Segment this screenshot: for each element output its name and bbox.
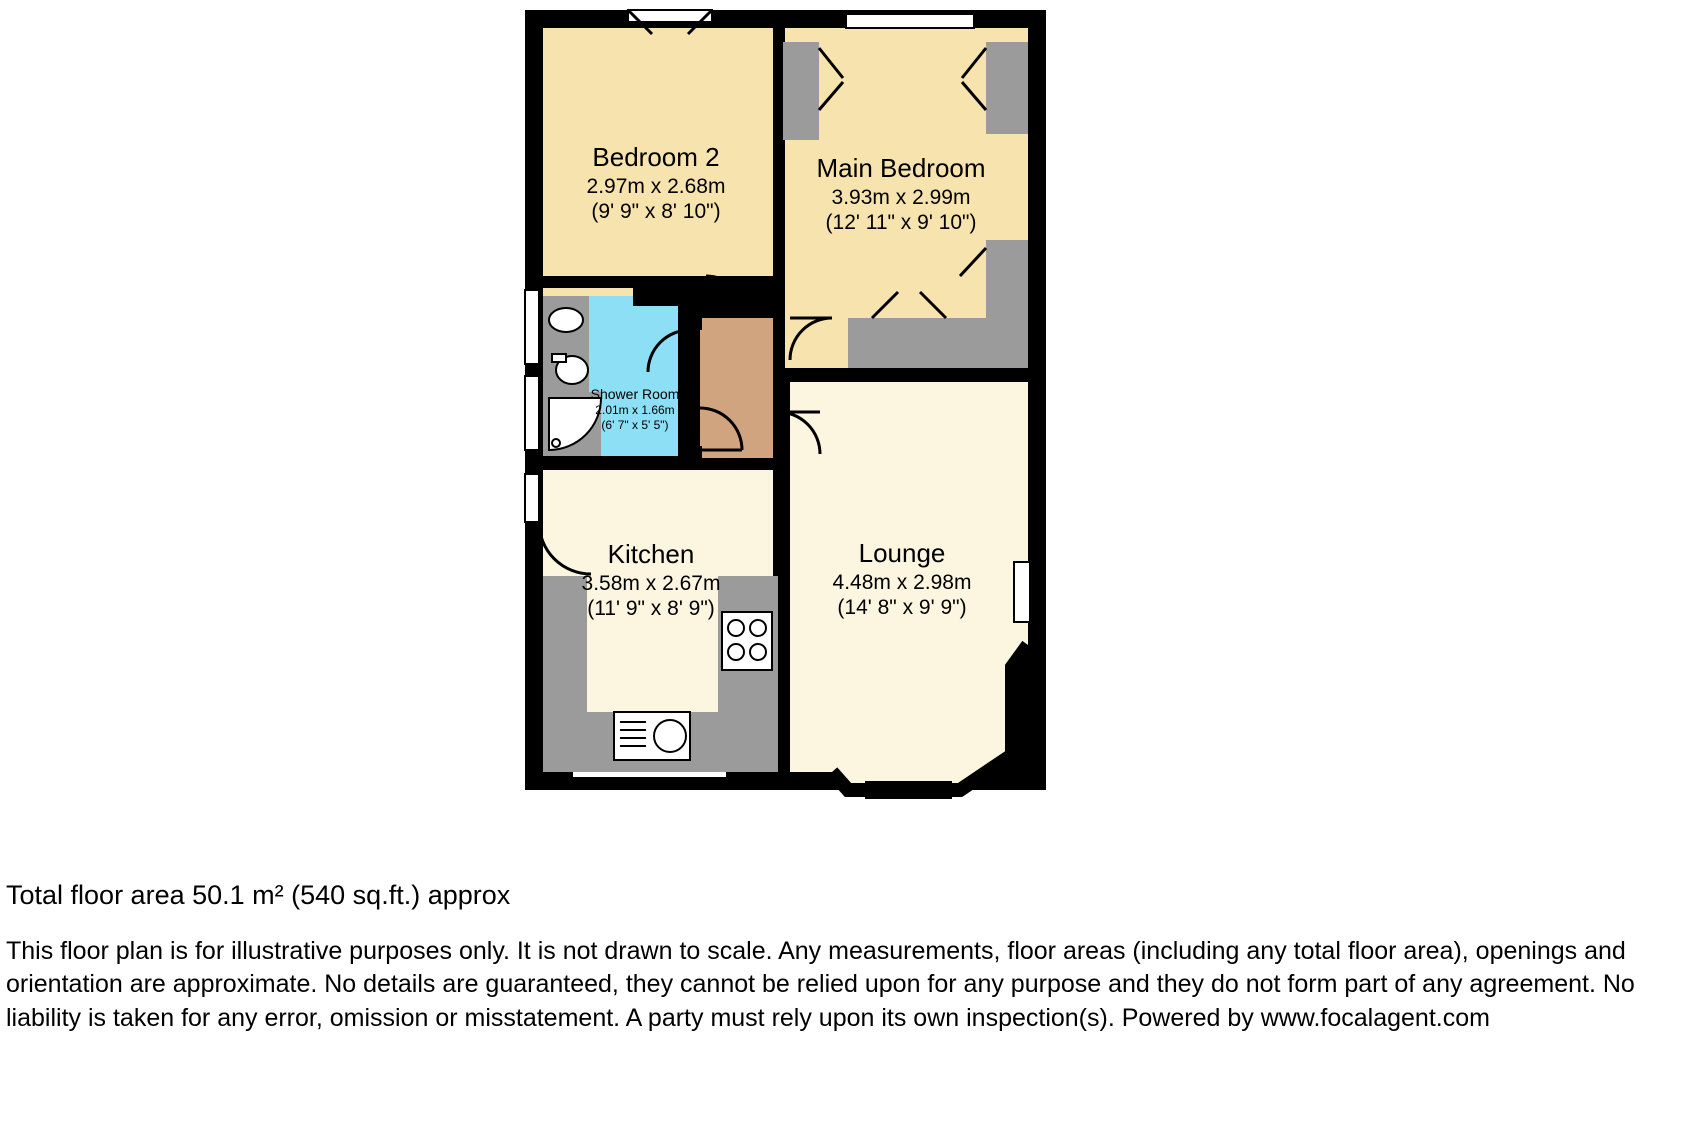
room-dims-metric: 2.01m x 1.66m <box>595 403 675 418</box>
room-name: Kitchen <box>607 539 695 569</box>
room-name: Bedroom 2 <box>592 142 720 172</box>
room-dims-metric: 3.58m x 2.67m <box>581 571 721 595</box>
room-lounge <box>790 382 1028 790</box>
disclaimer-text: This floor plan is for illustrative purposes only. It is not drawn to scale. Any measurements, floor areas (including any total floor area), openings and orientation are approximate. No details are guaranteed, they cannot be relied upon for any purpose and they do not form part of any agreement. No liability is taken for any error, omission or misstatement. A party must rely upon its own inspection(s). Powered by www.focalagent.com <box>6 937 1635 1032</box>
room-dims-imperial: (6' 7" x 5' 5") <box>601 417 669 432</box>
room-name: Lounge <box>858 538 946 568</box>
room-dims-imperial: (11' 9" x 8' 9") <box>587 597 715 621</box>
room-dims-metric: 3.93m x 2.99m <box>831 185 971 209</box>
room-dims-metric: 2.97m x 2.68m <box>586 174 726 198</box>
room-dims-imperial: (14' 8" x 9' 9") <box>837 596 967 620</box>
room-name: Shower Room <box>590 386 680 402</box>
room-name: Main Bedroom <box>816 153 986 183</box>
room-dims-imperial: (9' 9" x 8' 10") <box>591 200 721 224</box>
room-dims-imperial: (12' 11" x 9' 10") <box>825 211 977 235</box>
footer <box>0 880 1704 1035</box>
room-bedroom-2 <box>543 28 773 296</box>
total-floor-area-text: Total floor area 50.1 m² (540 sq.ft.) approx <box>6 880 511 910</box>
room-dims-metric: 4.48m x 2.98m <box>832 570 972 594</box>
